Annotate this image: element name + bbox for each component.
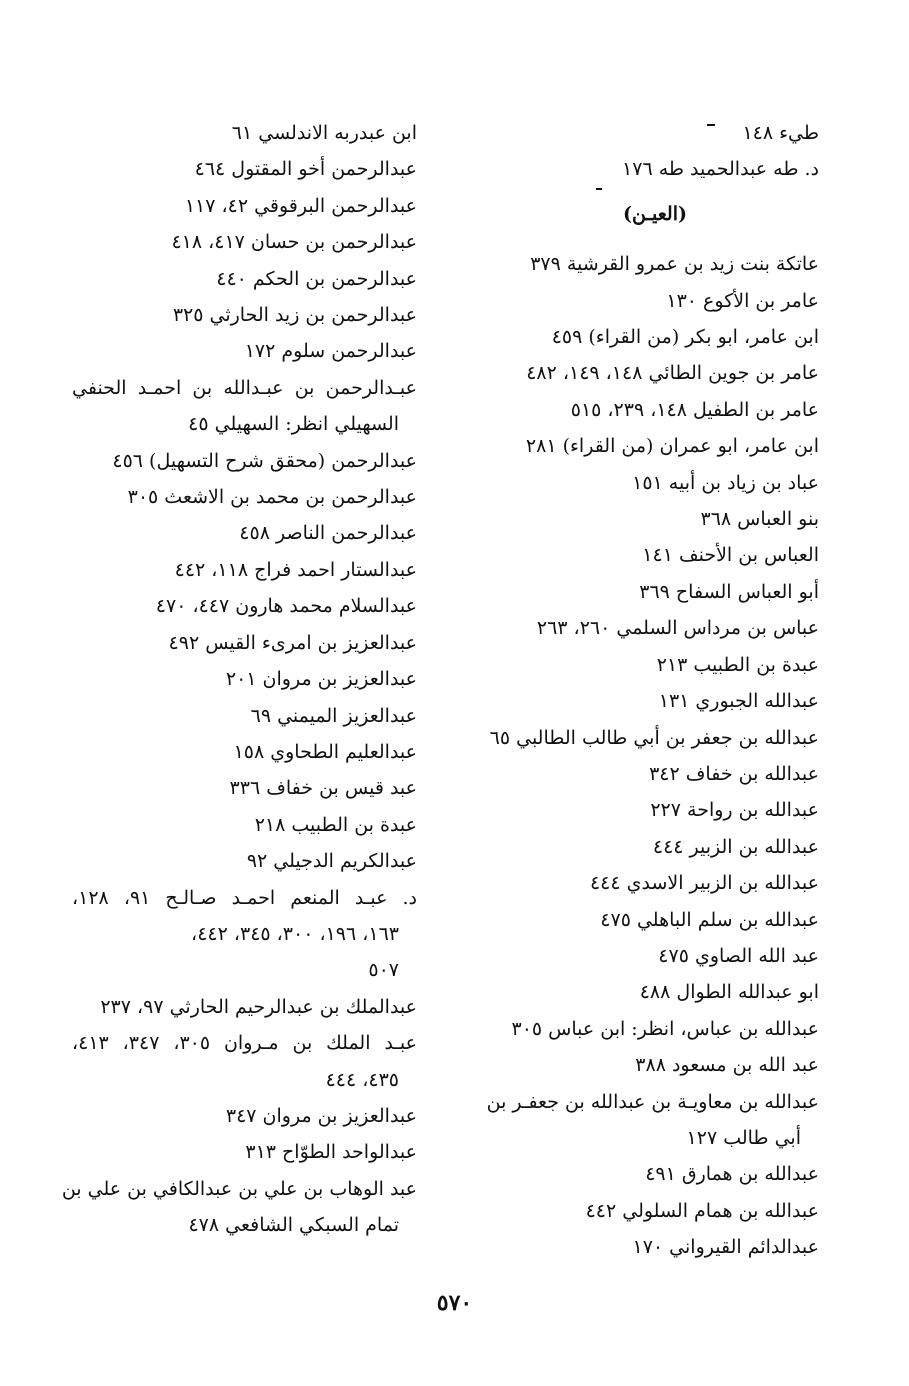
index-entry: عبدالله بن معاويـة بن عبدالله بن جعفـر بن	[486, 1090, 819, 1113]
index-entry: عبدالله بن الزبير ٤٤٤	[652, 835, 819, 858]
index-entry: عبدالله بن همارق ٤٩١	[645, 1163, 819, 1186]
index-entry: عبدة بن الطبيب ٢١٨	[254, 813, 417, 836]
index-entry: عباس بن مرداس السلمي ٢٦٠، ٢٦٣	[536, 617, 819, 640]
index-entry-continuation: تمام السبكي الشافعي ٤٧٨	[188, 1214, 399, 1237]
index-entry: عبدالله بن همام السلولي ٤٤٢	[585, 1199, 819, 1222]
index-entry: عباد بن زياد بن أبيه ١٥١	[632, 471, 819, 494]
index-entry: طيء ١٤٨	[742, 122, 819, 144]
index-entry: عبدالدائم القيرواني ١٧٠	[632, 1236, 819, 1259]
index-entry: عبدالرحمن الناصر ٤٥٨	[239, 522, 417, 545]
index-entry: عبدالواحد الطوّاح ٣١٣	[245, 1141, 417, 1164]
separator-mark	[707, 124, 715, 126]
index-entry: عبدة بن الطبيب ٢١٣	[656, 653, 819, 676]
index-entry: العباس بن الأحنف ١٤١	[642, 544, 819, 567]
index-entry: عبدالرحمن (محقق شرح التسهيل) ٤٥٦	[112, 449, 417, 472]
separator-mark	[596, 188, 602, 190]
right-column	[459, 115, 819, 1266]
left-column	[61, 115, 418, 1244]
index-entry: عبد الوهاب بن علي بن عبدالكافي بن علي بن	[61, 1177, 417, 1200]
index-entry: عاتكة بنت زيد بن عمرو القرشية ٣٧٩	[530, 253, 819, 276]
index-entry: عبدالعزيز بن مروان ٢٠١	[225, 668, 417, 691]
index-entry-continuation: السهيلي انظر: السهيلي ٤٥	[188, 413, 399, 436]
index-entry: ابن عامر، ابو عمران (من القراء) ٢٨١	[525, 435, 819, 458]
index-entry: عبدالسلام محمد هارون ٤٤٧، ٤٧٠	[155, 595, 417, 618]
index-entry: عبدالله بن خفاف ٣٤٢	[649, 762, 819, 785]
index-entry: عبدالله بن جعفر بن أبي طالب الطالبي ٦٥	[489, 726, 819, 749]
page-number: ٥٧٠	[436, 1290, 473, 1316]
index-entry: د. عبـد المنعم احمـد صـالـح ٩١، ١٢٨،	[72, 886, 418, 909]
index-entry: عبدالله بن رواحة ٢٢٧	[650, 799, 819, 822]
index-entry: عبدالملك بن عبدالرحيم الحارثي ٩٧، ٢٣٧	[100, 995, 417, 1018]
index-entry: عامر بن جوين الطائي ١٤٨، ١٤٩، ٤٨٢	[526, 362, 819, 385]
index-entry: عبدالرحمن البرقوقي ٤٢، ١١٧	[184, 194, 417, 217]
index-entry: عبدالله بن الزبير الاسدي ٤٤٤	[589, 872, 819, 895]
index-entry: بنو العباس ٣٦٨	[700, 508, 819, 531]
index-entry: عبدالرحمن بن الحكم ٤٤٠	[216, 267, 417, 290]
index-entry-continuation: ١٦٣، ١٩٦، ٣٠٠، ٣٤٥، ٤٤٢،	[191, 922, 399, 945]
index-entry: ابو عبدالله الطوال ٤٨٨	[639, 981, 819, 1004]
index-entry: عبدالله بن سلم الباهلي ٤٧٥	[600, 908, 819, 931]
index-entry: عبدالعليم الطحاوي ١٥٨	[233, 740, 417, 763]
index-entry: عامر بن الطفيل ١٤٨، ٢٣٩، ٥١٥	[570, 398, 819, 421]
section-heading: (العيـن)	[623, 202, 687, 225]
index-entry-continuation: ٤٣٥، ٤٤٤	[325, 1068, 399, 1091]
index-entry: عبد الله بن مسعود ٣٨٨	[635, 1054, 819, 1077]
index-entry: عامر بن الأكوع ١٣٠	[666, 289, 819, 312]
index-entry: عبـدالرحمن بن عبـدالله بن احمـد الحنفي	[72, 376, 417, 399]
index-entry: أبو العباس السفاح ٣٦٩	[639, 580, 819, 603]
index-entry: عبدالرحمن بن محمد بن الاشعث ٣٠٥	[127, 486, 417, 509]
index-entry: عبدالعزيز الميمني ٦٩	[250, 704, 417, 727]
index-entry: عبدالرحمن سلوم ١٧٢	[244, 340, 417, 363]
index-entry: عبد الله الصاوي ٤٧٥	[658, 944, 819, 967]
index-entry: عبدالله الجبوري ١٣١	[658, 690, 819, 713]
index-entry: عبدالرحمن بن زيد الحارثي ٣٢٥	[172, 304, 417, 327]
index-entry: ابن عبدربه الاندلسي ٦١	[231, 122, 417, 144]
index-entry: عبدالستار احمد فراج ١١٨، ٤٤٢	[174, 558, 417, 581]
index-entry: عبدالرحمن أخو المقتول ٤٦٤	[194, 158, 417, 181]
index-entry: عبدالعزيز بن مروان ٣٤٧	[225, 1104, 417, 1127]
index-entry: عبـد الملك بن مـروان ٣٠٥، ٣٤٧، ٤١٣،	[72, 1032, 418, 1055]
index-entry: ابن عامر، ابو بكر (من القراء) ٤٥٩	[551, 326, 819, 349]
index-entry: د. طه عبدالحميد طه ١٧٦	[622, 158, 819, 181]
index-entry: عبدالكريم الدجيلي ٩٢	[246, 850, 417, 873]
index-entry-continuation: ٥٠٧	[368, 959, 399, 982]
index-entry: عبد قيس بن خفاف ٣٣٦	[229, 777, 417, 800]
index-entry-continuation: أبي طالب ١٢٧	[686, 1126, 801, 1149]
index-entry: عبدالعزيز بن امرىء القيس ٤٩٢	[168, 631, 417, 654]
index-entry: عبدالرحمن بن حسان ٤١٧، ٤١٨	[171, 231, 417, 254]
index-entry: عبدالله بن عباس، انظر: ابن عباس ٣٠٥	[511, 1017, 819, 1040]
